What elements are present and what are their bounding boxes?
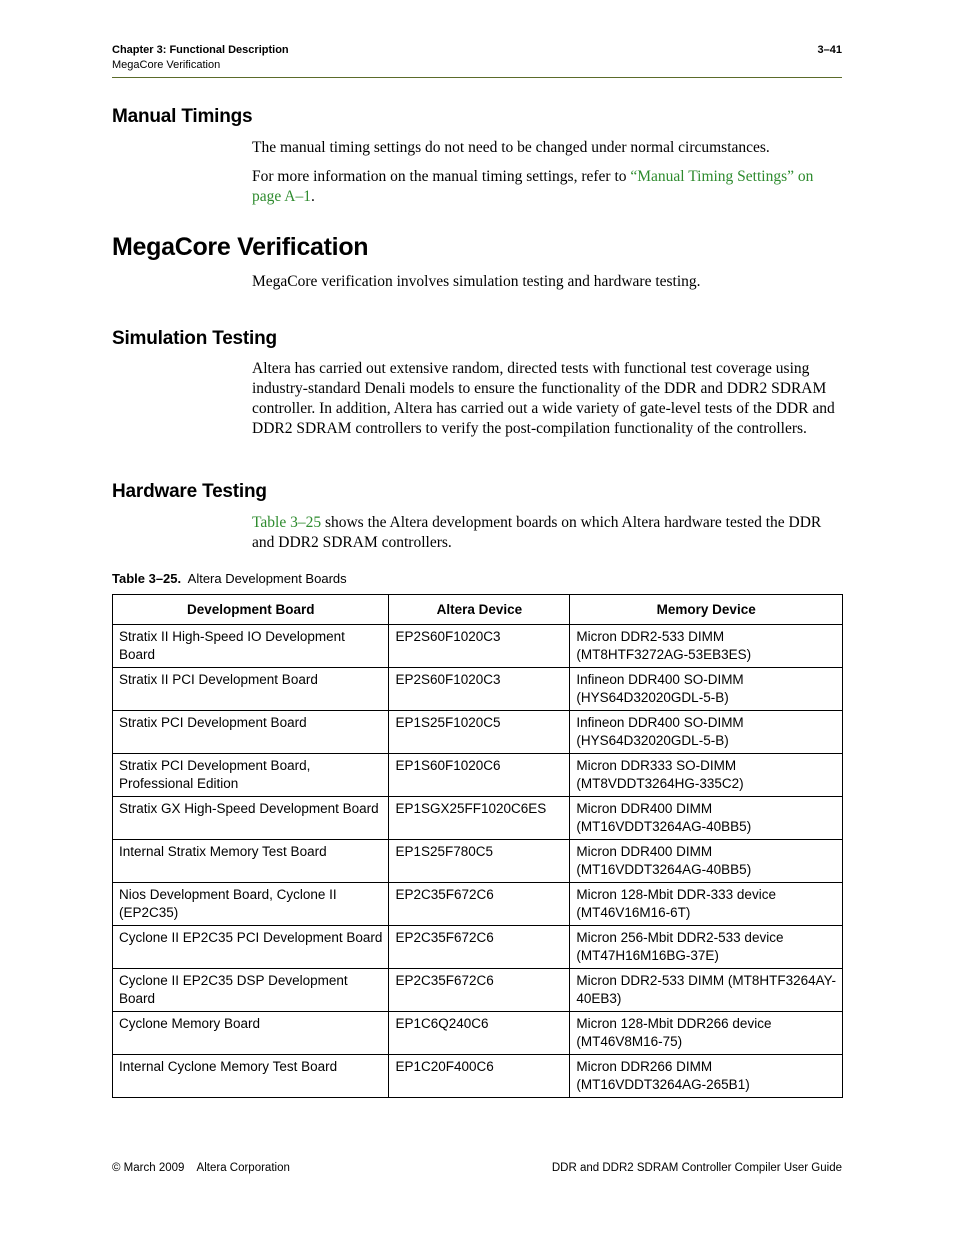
cell-memory-device: Micron 128-Mbit DDR266 device (MT46V8M16-75)	[570, 1012, 843, 1055]
page-number: 3–41	[817, 44, 842, 56]
cell-memory-device: Micron DDR333 SO-DIMM (MT8VDDT3264HG-335C2)	[570, 754, 843, 797]
simulation-testing-body	[252, 359, 842, 439]
cell-development-board: Stratix II PCI Development Board	[113, 668, 389, 711]
running-header-section: MegaCore Verification	[112, 59, 221, 71]
cell-memory-device: Micron DDR266 DIMM (MT16VDDT3264AG-265B1)	[570, 1055, 843, 1098]
cell-memory-device: Micron DDR2-533 DIMM (MT8HTF3272AG-53EB3ES)	[570, 625, 843, 668]
cell-memory-device: Micron DDR2-533 DIMM (MT8HTF3264AY-40EB3)	[570, 969, 843, 1012]
cell-memory-device: Micron 128-Mbit DDR-333 device (MT46V16M16-6T)	[570, 883, 843, 926]
cell-development-board: Cyclone Memory Board	[113, 1012, 389, 1055]
table-row	[113, 668, 843, 711]
table-3-25-link[interactable]: Table 3–25	[252, 514, 322, 531]
header-rule	[112, 77, 842, 78]
table-caption	[112, 571, 347, 586]
simulation-testing-heading: Simulation Testing	[112, 328, 277, 349]
column-header-development-board: Development Board	[113, 595, 389, 625]
footer-document-title: DDR and DDR2 SDRAM Controller Compiler User Guide	[551, 1162, 842, 1174]
cell-development-board: Cyclone II EP2C35 DSP Development Board	[113, 969, 389, 1012]
megacore-verification-heading: MegaCore Verification	[112, 233, 369, 261]
cell-altera-device: EP2S60F1020C3	[389, 668, 570, 711]
table-row	[113, 883, 843, 926]
cell-development-board: Stratix II High-Speed IO Development Board	[113, 625, 389, 668]
column-header-altera-device: Altera Device	[389, 595, 570, 625]
cell-altera-device: EP1S60F1020C6	[389, 754, 570, 797]
simulation-testing-paragraph: Altera has carried out extensive random, directed tests with functional test coverage using industry-standard Denali models to ensure the functionality of the DDR and DDR2 SDRAM controller. In addition, Altera has carried out a wide variety of gate-level tests of the DDR and DDR2 SDRAM controllers to verify the post-compilation functionality of the controllers.	[252, 360, 835, 437]
cell-altera-device: EP2C35F672C6	[389, 926, 570, 969]
manual-timings-paragraph-2	[252, 167, 842, 207]
cell-memory-device: Micron 256-Mbit DDR2-533 device (MT47H16M16BG-37E)	[570, 926, 843, 969]
hardware-testing-heading: Hardware Testing	[112, 481, 267, 502]
cell-altera-device: EP1C6Q240C6	[389, 1012, 570, 1055]
cell-altera-device: EP1S25F780C5	[389, 840, 570, 883]
cell-development-board: Stratix GX High-Speed Development Board	[113, 797, 389, 840]
table-row	[113, 625, 843, 668]
column-header-memory-device: Memory Device	[570, 595, 843, 625]
cell-altera-device: EP2C35F672C6	[389, 883, 570, 926]
running-header-chapter: Chapter 3: Functional Description	[112, 44, 289, 56]
table-row	[113, 1055, 843, 1098]
cell-memory-device: Micron DDR400 DIMM (MT16VDDT3264AG-40BB5)	[570, 797, 843, 840]
megacore-verification-paragraph: MegaCore verification involves simulation testing and hardware testing.	[252, 273, 701, 290]
table-row	[113, 754, 843, 797]
table-caption-label: Table 3–25.	[112, 571, 182, 586]
cell-development-board: Stratix PCI Development Board, Professional Edition	[113, 754, 389, 797]
megacore-verification-body	[252, 272, 842, 292]
table-row	[113, 926, 843, 969]
table-row	[113, 840, 843, 883]
cell-development-board: Stratix PCI Development Board	[113, 711, 389, 754]
manual-timings-paragraph-1: The manual timing settings do not need to be changed under normal circumstances.	[252, 139, 770, 156]
cell-altera-device: EP1S25F1020C5	[389, 711, 570, 754]
cell-development-board: Nios Development Board, Cyclone II (EP2C35)	[113, 883, 389, 926]
table-row	[113, 969, 843, 1012]
table-row	[113, 1012, 843, 1055]
cell-memory-device: Micron DDR400 DIMM (MT16VDDT3264AG-40BB5)	[570, 840, 843, 883]
hardware-testing-paragraph-rest: shows the Altera development boards on which Altera hardware tested the DDR and DDR2 SDRAM controllers.	[252, 514, 822, 551]
development-boards-table	[112, 594, 843, 1098]
cell-memory-device: Infineon DDR400 SO-DIMM (HYS64D32020GDL-5-B)	[570, 668, 843, 711]
manual-timings-body	[252, 138, 842, 207]
manual-timings-paragraph-2-suffix: .	[310, 188, 315, 205]
hardware-testing-body	[252, 513, 842, 553]
cell-memory-device: Infineon DDR400 SO-DIMM (HYS64D32020GDL-5-B)	[570, 711, 843, 754]
cell-altera-device: EP2S60F1020C3	[389, 625, 570, 668]
manual-timing-settings-link[interactable]: “Manual Timing Settings” on page A–1	[252, 168, 814, 205]
table-row	[113, 711, 843, 754]
cell-development-board: Internal Cyclone Memory Test Board	[113, 1055, 389, 1098]
cell-altera-device: EP2C35F672C6	[389, 969, 570, 1012]
hardware-testing-paragraph	[252, 513, 842, 553]
cell-altera-device: EP1SGX25FF1020C6ES	[389, 797, 570, 840]
table-row	[113, 797, 843, 840]
manual-timings-heading: Manual Timings	[112, 106, 253, 127]
footer-copyright: © March 2009 Altera Corporation	[112, 1162, 290, 1174]
table-header-row	[113, 595, 843, 625]
cell-development-board: Internal Stratix Memory Test Board	[113, 840, 389, 883]
table-caption-title: Altera Development Boards	[187, 571, 347, 586]
manual-timings-paragraph-2-prefix: For more information on the manual timing settings, refer to	[252, 168, 631, 185]
cell-development-board: Cyclone II EP2C35 PCI Development Board	[113, 926, 389, 969]
cell-altera-device: EP1C20F400C6	[389, 1055, 570, 1098]
